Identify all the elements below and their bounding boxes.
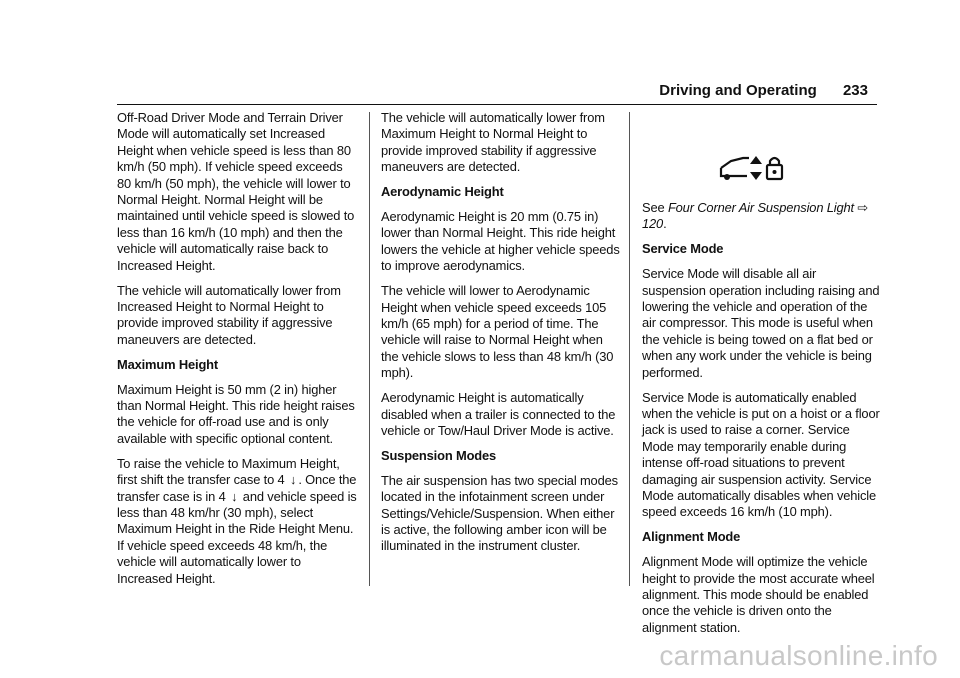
column-2 xyxy=(381,110,621,563)
paragraph: The vehicle will automatically lower from Maximum Height to Normal Height to provide improved stability if aggressive maneuvers are detected. xyxy=(381,110,605,175)
paragraph: Aerodynamic Height is 20 mm (0.75 in) lower than Normal Height. This ride height lowers the vehicle at higher vehicle speeds to improve aerodynamics. xyxy=(381,209,620,274)
four-wheel-low-arrow-icon: ↓ xyxy=(290,472,297,488)
paragraph: Service Mode is automatically enabled when the vehicle is put on a hoist or a floor jack is used to raise a corner. Service Mode may temporarily enable during intense off-road situations to prevent damaging air suspension activity. Service Mode automatically disables when vehicle speed exceeds 16 km/h (10 mph). xyxy=(642,389,880,520)
heading-alignment-mode: Alignment Mode xyxy=(642,529,741,545)
see-prefix: See xyxy=(642,200,665,215)
column-divider-2 xyxy=(629,112,630,586)
heading-service-mode: Service Mode xyxy=(642,241,724,257)
cross-reference-link[interactable]: Four Corner Air Suspension Light xyxy=(667,200,854,215)
section-title: Driving and Operating xyxy=(659,82,817,99)
four-wheel-low-arrow-icon: ↓ xyxy=(231,488,238,504)
paragraph-text: . Once the transfer case is in 4 xyxy=(117,472,357,504)
heading-aerodynamic-height: Aerodynamic Height xyxy=(381,184,504,200)
paragraph: Service Mode will disable all air suspension operation including raising and lowering the vehicle and operation of the air compressor. This mode is useful when the vehicle is being towed on a flat bed or when any work under the vehicle is being performed. xyxy=(642,266,880,380)
watermark: carmanualsonline.info xyxy=(659,640,938,671)
paragraph: The vehicle will automatically lower from Increased Height to Normal Height to provide improved stability if aggressive maneuvers are detected. xyxy=(117,282,341,347)
page-ref-arrow-icon: ⇨ xyxy=(857,200,869,215)
page-number: 233 xyxy=(842,82,868,99)
paragraph: Off-Road Driver Mode and Terrain Driver Mode will automatically set Increased Height when vehicle speed is less than 80 km/h (50 mph). If vehicle speed exceeds 80 km/h (50 mph), the vehicle will lower to Normal Height. Normal Height will be maintained until vehicle speed is slowed to less than 16 km/h (10 mph) and then the vehicle will automatically raise back to Increased Height. xyxy=(117,110,355,273)
column-divider-1 xyxy=(369,112,370,586)
heading-suspension-modes: Suspension Modes xyxy=(381,447,497,463)
heading-maximum-height: Maximum Height xyxy=(117,356,219,372)
column-3 xyxy=(642,110,882,645)
page-ref-number[interactable]: 120 xyxy=(642,216,664,232)
see-suffix: . xyxy=(663,216,667,232)
page-header xyxy=(659,82,868,99)
paragraph xyxy=(117,456,357,587)
paragraph-text: To raise the vehicle to Maximum Height, first shift the transfer case to 4 xyxy=(117,455,340,488)
paragraph: The air suspension has two special modes located in the infotainment screen under Settings/Vehicle/Suspension. When either is active, the following amber icon will be illuminated in the instrument cluster. xyxy=(381,472,618,554)
header-rule xyxy=(117,104,877,105)
column-1 xyxy=(117,110,357,595)
paragraph: Alignment Mode will optimize the vehicle height to provide the most accurate wheel alignment. This mode should be enabled once the vehicle is driven onto the alignment station. xyxy=(642,554,875,635)
paragraph-text: and vehicle speed is less than 48 km/hr (30 mph), select Maximum Height in the Ride Height Menu. If vehicle speed exceeds 48 km/h, the vehicle will automatically lower to Increased Height. xyxy=(117,488,357,586)
cross-reference xyxy=(642,200,882,233)
paragraph: Aerodynamic Height is automatically disabled when a trailer is connected to the vehicle or Tow/Haul Driver Mode is active. xyxy=(381,390,616,438)
paragraph: Maximum Height is 50 mm (2 in) higher than Normal Height. This ride height raises the vehicle for off-road use and is only available with specific optional content. xyxy=(117,381,355,446)
paragraph: The vehicle will lower to Aerodynamic Height when vehicle speed exceeds 105 km/h (65 mph) for a period of time. The vehicle will raise to Normal Height when the vehicle slows to less than 48 km/h (30 mph). xyxy=(381,283,614,381)
air-suspension-lock-icon xyxy=(642,124,882,192)
